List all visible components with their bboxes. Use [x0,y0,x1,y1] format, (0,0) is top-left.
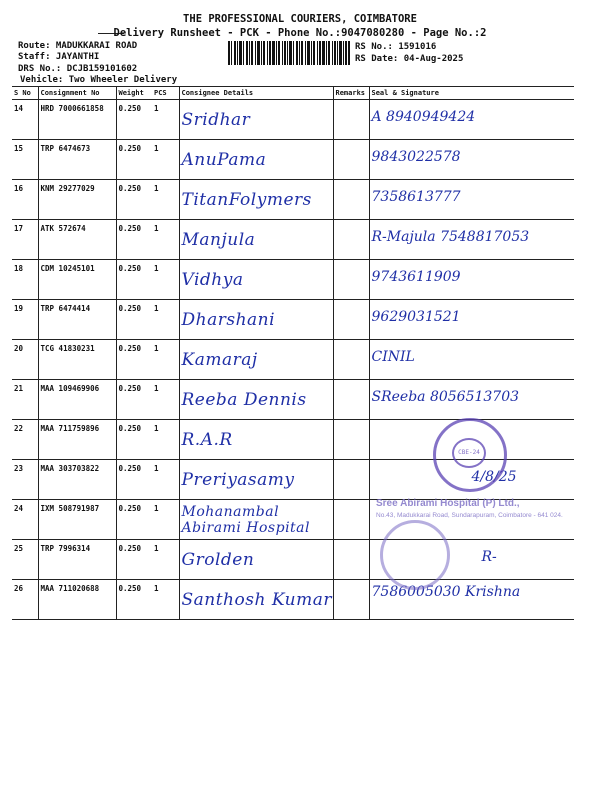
row-remarks [333,540,369,580]
consignee-handwriting: Preriyasamy [181,470,295,490]
row-sno: 22 [12,420,38,460]
row-remarks [333,100,369,140]
row-pcs: 1 [152,500,179,540]
row-weight: 0.250 [116,220,152,260]
row-remarks [333,140,369,180]
row-sno: 18 [12,260,38,300]
row-remarks [333,300,369,340]
row-pcs: 1 [152,380,179,420]
signature-handwriting: 9843022578 [371,149,461,165]
row-sno: 21 [12,380,38,420]
row-consignee-cell [179,220,333,260]
row-remarks [333,180,369,220]
row-weight: 0.250 [116,420,152,460]
row-sno: 14 [12,100,38,140]
consignee-handwriting: Dharshani [181,310,276,330]
row-weight: 0.250 [116,580,152,620]
row-pcs: 1 [152,180,179,220]
consignee-handwriting: R.A.R [181,430,233,450]
row-sno: 24 [12,500,38,540]
row-weight: 0.250 [116,300,152,340]
row-consignee-cell [179,140,333,180]
hospital-stamp-name: Sree Abirami Hospital (P) Ltd., [376,498,520,509]
row-sno: 25 [12,540,38,580]
company-title: THE PROFESSIONAL COURIERS, COIMBATORE [183,13,417,25]
row-consignee-cell [179,300,333,340]
row-consignment: KNM 29277029 [38,180,116,220]
row-consignment: ATK 572674 [38,220,116,260]
row-sno: 19 [12,300,38,340]
table-row [12,100,574,140]
route-label: Route: MADUKKARAI ROAD [18,41,138,51]
row-seal-cell [369,140,574,180]
table-row [12,260,574,300]
row-seal-cell [369,300,574,340]
table-row [12,220,574,260]
stamp-circle-center: CBE-24 [452,438,486,468]
row-weight: 0.250 [116,540,152,580]
consignee-handwriting: AnuPama [181,150,267,170]
row-consignee-cell [179,540,333,580]
row-seal-cell [369,180,574,220]
table-header-row [12,87,574,100]
signature-handwriting: A 8940949424 [371,109,476,125]
row-weight: 0.250 [116,380,152,420]
row-remarks [333,260,369,300]
row-seal-cell [369,100,574,140]
row-pcs: 1 [152,580,179,620]
row-consignee-cell [179,100,333,140]
staff-label: Staff: JAYANTHI [18,52,100,62]
consignee-handwriting: Grolden [181,550,255,570]
row-remarks [333,380,369,420]
row-sno: 20 [12,340,38,380]
table-row [12,180,574,220]
row-weight: 0.250 [116,500,152,540]
col-pcs: PCS [152,87,179,100]
row-consignee-cell [179,580,333,620]
row-remarks [333,460,369,500]
row-pcs: 1 [152,220,179,260]
row-consignee-cell [179,420,333,460]
col-seal: Seal & Signature [369,87,574,100]
col-weight: Weight [116,87,152,100]
row-pcs: 1 [152,260,179,300]
col-remarks: Remarks [333,87,369,100]
row-pcs: 1 [152,300,179,340]
consignee-handwriting: Vidhya [181,270,244,290]
table-row [12,380,574,420]
row-pcs: 1 [152,340,179,380]
row-consignment: MAA 109469906 [38,380,116,420]
row-sno: 23 [12,460,38,500]
row-weight: 0.250 [116,140,152,180]
row-consignment: MAA 711759896 [38,420,116,460]
table-row [12,580,574,620]
row-remarks [333,340,369,380]
barcode [228,41,350,65]
consignee-handwriting: Manjula [181,230,256,250]
signature-handwriting: SReeba 8056513703 [371,389,520,405]
row-remarks [333,420,369,460]
row-consignment: TRP 6474414 [38,300,116,340]
row-weight: 0.250 [116,340,152,380]
row-consignee-cell [179,180,333,220]
signature-handwriting: CINIL [371,349,415,365]
row-consignment: TRP 7996314 [38,540,116,580]
table-row [12,540,574,580]
signature-handwriting: 7586005030 Krishna [371,584,521,600]
consignee-handwriting: Santhosh Kumar [181,590,332,610]
col-consignment: Consignment No [38,87,116,100]
consignee-handwriting: Reeba Dennis [181,390,307,410]
col-sno: S No [12,87,38,100]
row-pcs: 1 [152,540,179,580]
hospital-stamp-address: No.43, Madukkarai Road, Sundarapuram, Coimbatore - 641 024. [376,512,563,519]
row-weight: 0.250 [116,100,152,140]
row-consignee-cell [179,460,333,500]
table-row [12,340,574,380]
row-consignment: IXM 508791987 [38,500,116,540]
drs-number: DRS No.: DCJB159101602 [18,64,138,74]
row-seal-cell [369,220,574,260]
row-consignment: HRD 7000661858 [38,100,116,140]
row-consignee-cell [179,380,333,420]
hospital-stamp [376,498,576,536]
signature-handwriting: 7358613777 [371,189,461,205]
row-remarks [333,500,369,540]
row-sno: 16 [12,180,38,220]
row-seal-cell [369,260,574,300]
signature-handwriting: R-Majula 7548817053 [371,229,530,245]
row-pcs: 1 [152,460,179,500]
row-consignee-cell [179,500,333,540]
consignee-handwriting: Sridhar [181,110,251,130]
row-consignment: MAA 711020688 [38,580,116,620]
rs-date: RS Date: 04-Aug-2025 [355,54,464,64]
row-weight: 0.250 [116,180,152,220]
consignee-handwriting: Mohanambal Abirami Hospital [181,504,311,536]
runsheet-table [12,86,574,620]
row-weight: 0.250 [116,460,152,500]
consignee-handwriting: Kamaraj [181,350,258,370]
row-sno: 17 [12,220,38,260]
row-sno: 26 [12,580,38,620]
consignee-handwriting: TitanFolymers [181,190,312,210]
vehicle-label: Vehicle: Two Wheeler Delivery [20,75,178,85]
row-remarks [333,580,369,620]
row-remarks [333,220,369,260]
rs-number: RS No.: 1591016 [355,42,437,52]
row-consignee-cell [179,260,333,300]
row-seal-cell [369,340,574,380]
row-sno: 15 [12,140,38,180]
row-consignment: TCG 41830231 [38,340,116,380]
row-pcs: 1 [152,100,179,140]
signature-handwriting: R- [481,549,497,565]
runsheet-subtitle: Delivery Runsheet - PCK - Phone No.:9047080280 - Page No.:2 [113,27,487,39]
row-seal-cell [369,380,574,420]
signature-handwriting: 9629031521 [371,309,461,325]
col-consignee: Consignee Details [179,87,333,100]
table-row [12,140,574,180]
row-consignment: TRP 6474673 [38,140,116,180]
row-weight: 0.250 [116,260,152,300]
table-row [12,300,574,340]
row-pcs: 1 [152,420,179,460]
row-consignee-cell [179,340,333,380]
row-consignment: MAA 303703822 [38,460,116,500]
row-consignment: CDM 10245101 [38,260,116,300]
signature-handwriting: 9743611909 [371,269,461,285]
signature-handwriting: 4/8/25 [471,469,517,485]
row-pcs: 1 [152,140,179,180]
